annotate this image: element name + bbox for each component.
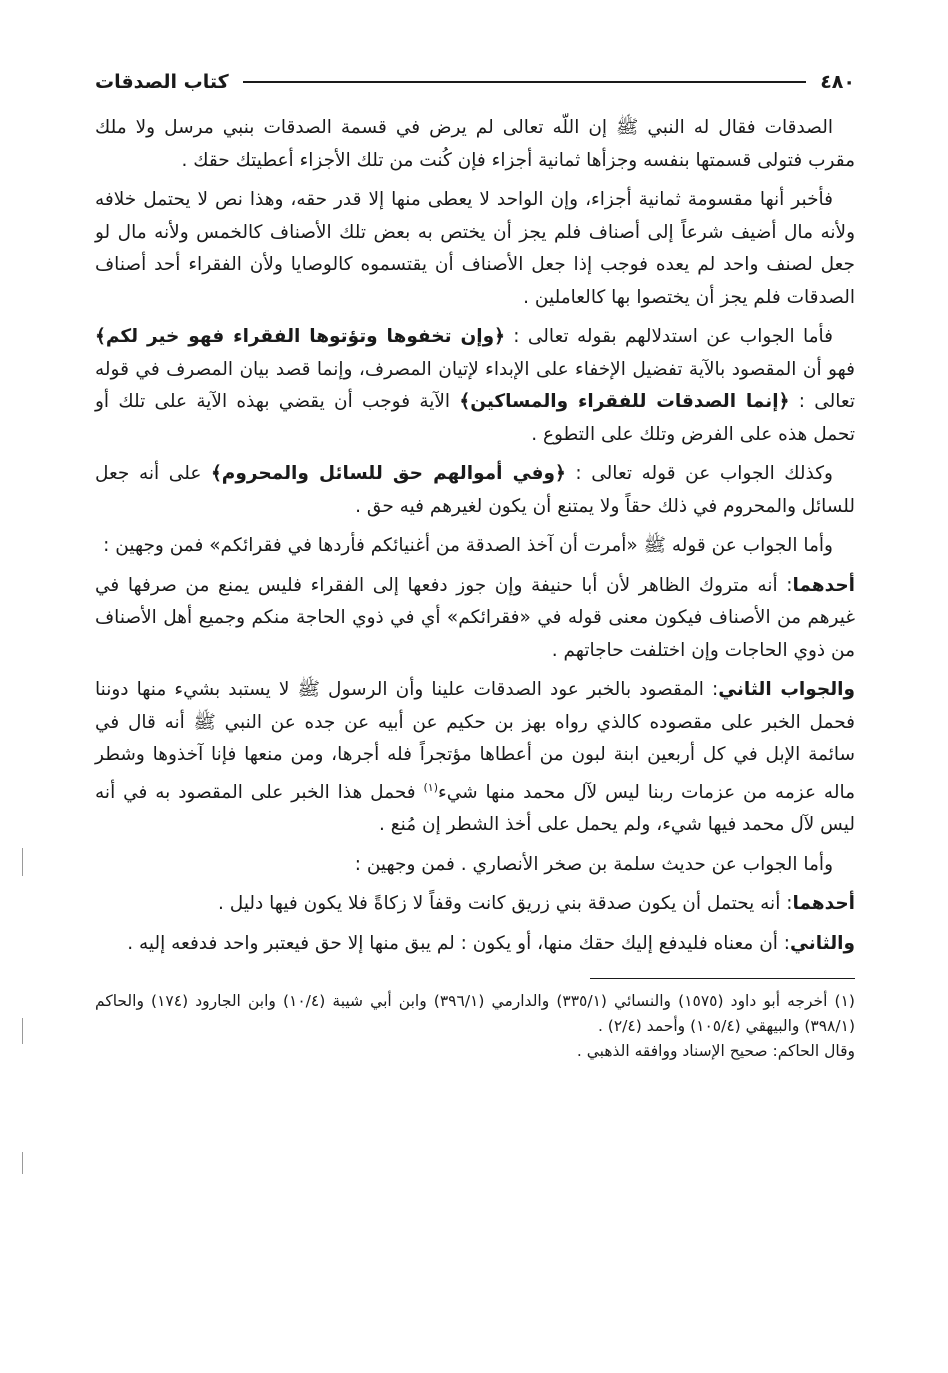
bold-text: والجواب الثاني xyxy=(718,679,855,700)
footnote-marker: (١) xyxy=(423,780,439,794)
chapter-title: كتاب الصدقات xyxy=(95,71,229,93)
page-number: ٤٨٠ xyxy=(820,71,855,93)
bold-text: والثاني xyxy=(790,932,855,954)
footnote-rule xyxy=(590,978,855,979)
paragraph xyxy=(95,184,855,314)
footnote-line: وقال الحاكم: صحيح الإسناد ووافقه الذهبي . xyxy=(576,1042,855,1061)
scan-margin-mark xyxy=(22,1018,23,1044)
paragraph xyxy=(95,928,855,961)
bold-text: ﴿إنما الصدقات للفقراء والمساكين﴾ xyxy=(459,391,790,412)
main-text xyxy=(95,112,855,960)
paragraph xyxy=(95,321,855,451)
text-run: الصدقات فقال له النبي ﷺ إن اللّه تعالى لم يرض في قسمة الصدقات بنبي مرسل ولا ملك مقرب فتولى قسمتها بنفسه وجزأها ثمانية أجزاء فإن كُنت من تلك الأجزاء أعطيتك حقك . xyxy=(95,117,855,171)
book-page xyxy=(95,60,855,1340)
bold-text: أحدهما xyxy=(792,574,855,596)
text-run: فهو أن المقصود بالآية تفضيل الإخفاء على الإبداء لإتيان المصرف، وإنما قصد بيان المصرف في قوله تعالى : xyxy=(95,358,855,412)
text-run: : أن معناه فليدفع إليك حقك منها، أو يكون : لم يبق منها إلا حق فيعتبر واحد فدفعه إليه . xyxy=(127,932,791,954)
scan-margin-mark xyxy=(22,1152,23,1174)
bold-text: ﴿وفي أموالهم حق للسائل والمحروم﴾ xyxy=(210,463,566,484)
text-run: فأخبر أنها مقسومة ثمانية أجزاء، وإن الواحد لا يعطى منها إلا قدر حقه، وهذا نص لا يحتمل خلافه ولأنه مال أضيف شرعاً إلى أصناف فلم يجز أن يختص به بعض تلك الأصناف كالخمس ولأنه مال لو جعل لصنف واحد لم يعده فوجب إذا جعل الأصناف أن يقتسموه كالوصايا ولأن الفقراء أحد أصناف الصدقات فلم يجز أن يختصوا بها كالعاملين . xyxy=(95,189,855,308)
text-run: : أنه متروك الظاهر لأن أبا حنيفة وإن جوز دفعها إلى الفقراء فليس يمنع من صرفها في غيرهم من الأصناف فيكون معنى قوله في «فقرائكم» أي في ذوي الحاجة منكم وجميع أهل الأصناف من ذوي الحاجات وإن اختلفت حاجاتهم . xyxy=(95,574,855,661)
text-run: فحمل هذا الخبر على المقصود به في أنه ليس لآل محمد فيها شيء، ولم يحمل على أخذ الشطر إن مُنع . xyxy=(95,781,855,836)
paragraph xyxy=(95,888,855,921)
header-rule xyxy=(243,81,807,83)
footnote-line: (١) أخرجه أبو داود (١٥٧٥) والنسائي (٣٣٥/١) والدارمي (٣٩٦/١) وابن أبي شيبة (١٠/٤) وابن الجارود (١٧٤) والحاكم (٣٩٨/١) والبيهقي (١٠٥/٤) وأحمد (٢/٤) . xyxy=(95,992,855,1036)
running-header xyxy=(95,60,855,104)
text-run: : أنه يحتمل أن يكون صدقة بني زريق كانت وقفاً لا زكاةً فلا يكون فيها دليل . xyxy=(218,893,793,915)
paragraph xyxy=(95,849,855,882)
scan-margin-mark xyxy=(22,848,23,876)
paragraph xyxy=(95,570,855,668)
paragraph xyxy=(95,674,855,842)
text-run: وكذلك الجواب عن قوله تعالى : xyxy=(565,463,833,484)
paragraph xyxy=(95,458,855,523)
text-run: الآية فوجب أن يقضي بهذه الآية على تلك أو تحمل هذه على الفرض وتلك على التطوع . xyxy=(95,391,855,445)
paragraph xyxy=(95,530,855,563)
bold-text: أحدهما xyxy=(792,893,855,915)
text-run: وأما الجواب عن قوله ﷺ «أمرت أن آخذ الصدقة من أغنيائكم فأردها في فقرائكم» فمن وجهين : xyxy=(103,535,833,556)
paragraph xyxy=(95,112,855,177)
text-run: فأما الجواب عن استدلالهم بقوله تعالى : xyxy=(504,326,833,347)
text-run: وأما الجواب عن حديث سلمة بن صخر الأنصاري . فمن وجهين : xyxy=(354,853,833,875)
text-run: : المقصود بالخبر عود الصدقات علينا وأن الرسول ﷺ لا يستبد بشيء منها دوننا فحمل الخبر على مقصوده كالذي رواه بهز بن حكيم عن أبيه عن جده عن النبي ﷺ أنه قال في سائمة الإبل في كل أربعين ابنة لبون من أعطاها مؤتجراً فله أجرها، ومن منعها فإنا آخذوها وشطر ماله عزمه من عزمات ربنا ليس لآل محمد منها شيء xyxy=(95,679,855,803)
bold-text: ﴿وإن تخفوها وتؤتوها الفقراء فهو خير لكم﴾ xyxy=(95,326,505,347)
text-run: على أنه جعل للسائل والمحروم في ذلك حقاً ولا يمتنع أن يكون لغيرهم فيه حق . xyxy=(95,463,855,517)
footnotes xyxy=(95,989,855,1064)
